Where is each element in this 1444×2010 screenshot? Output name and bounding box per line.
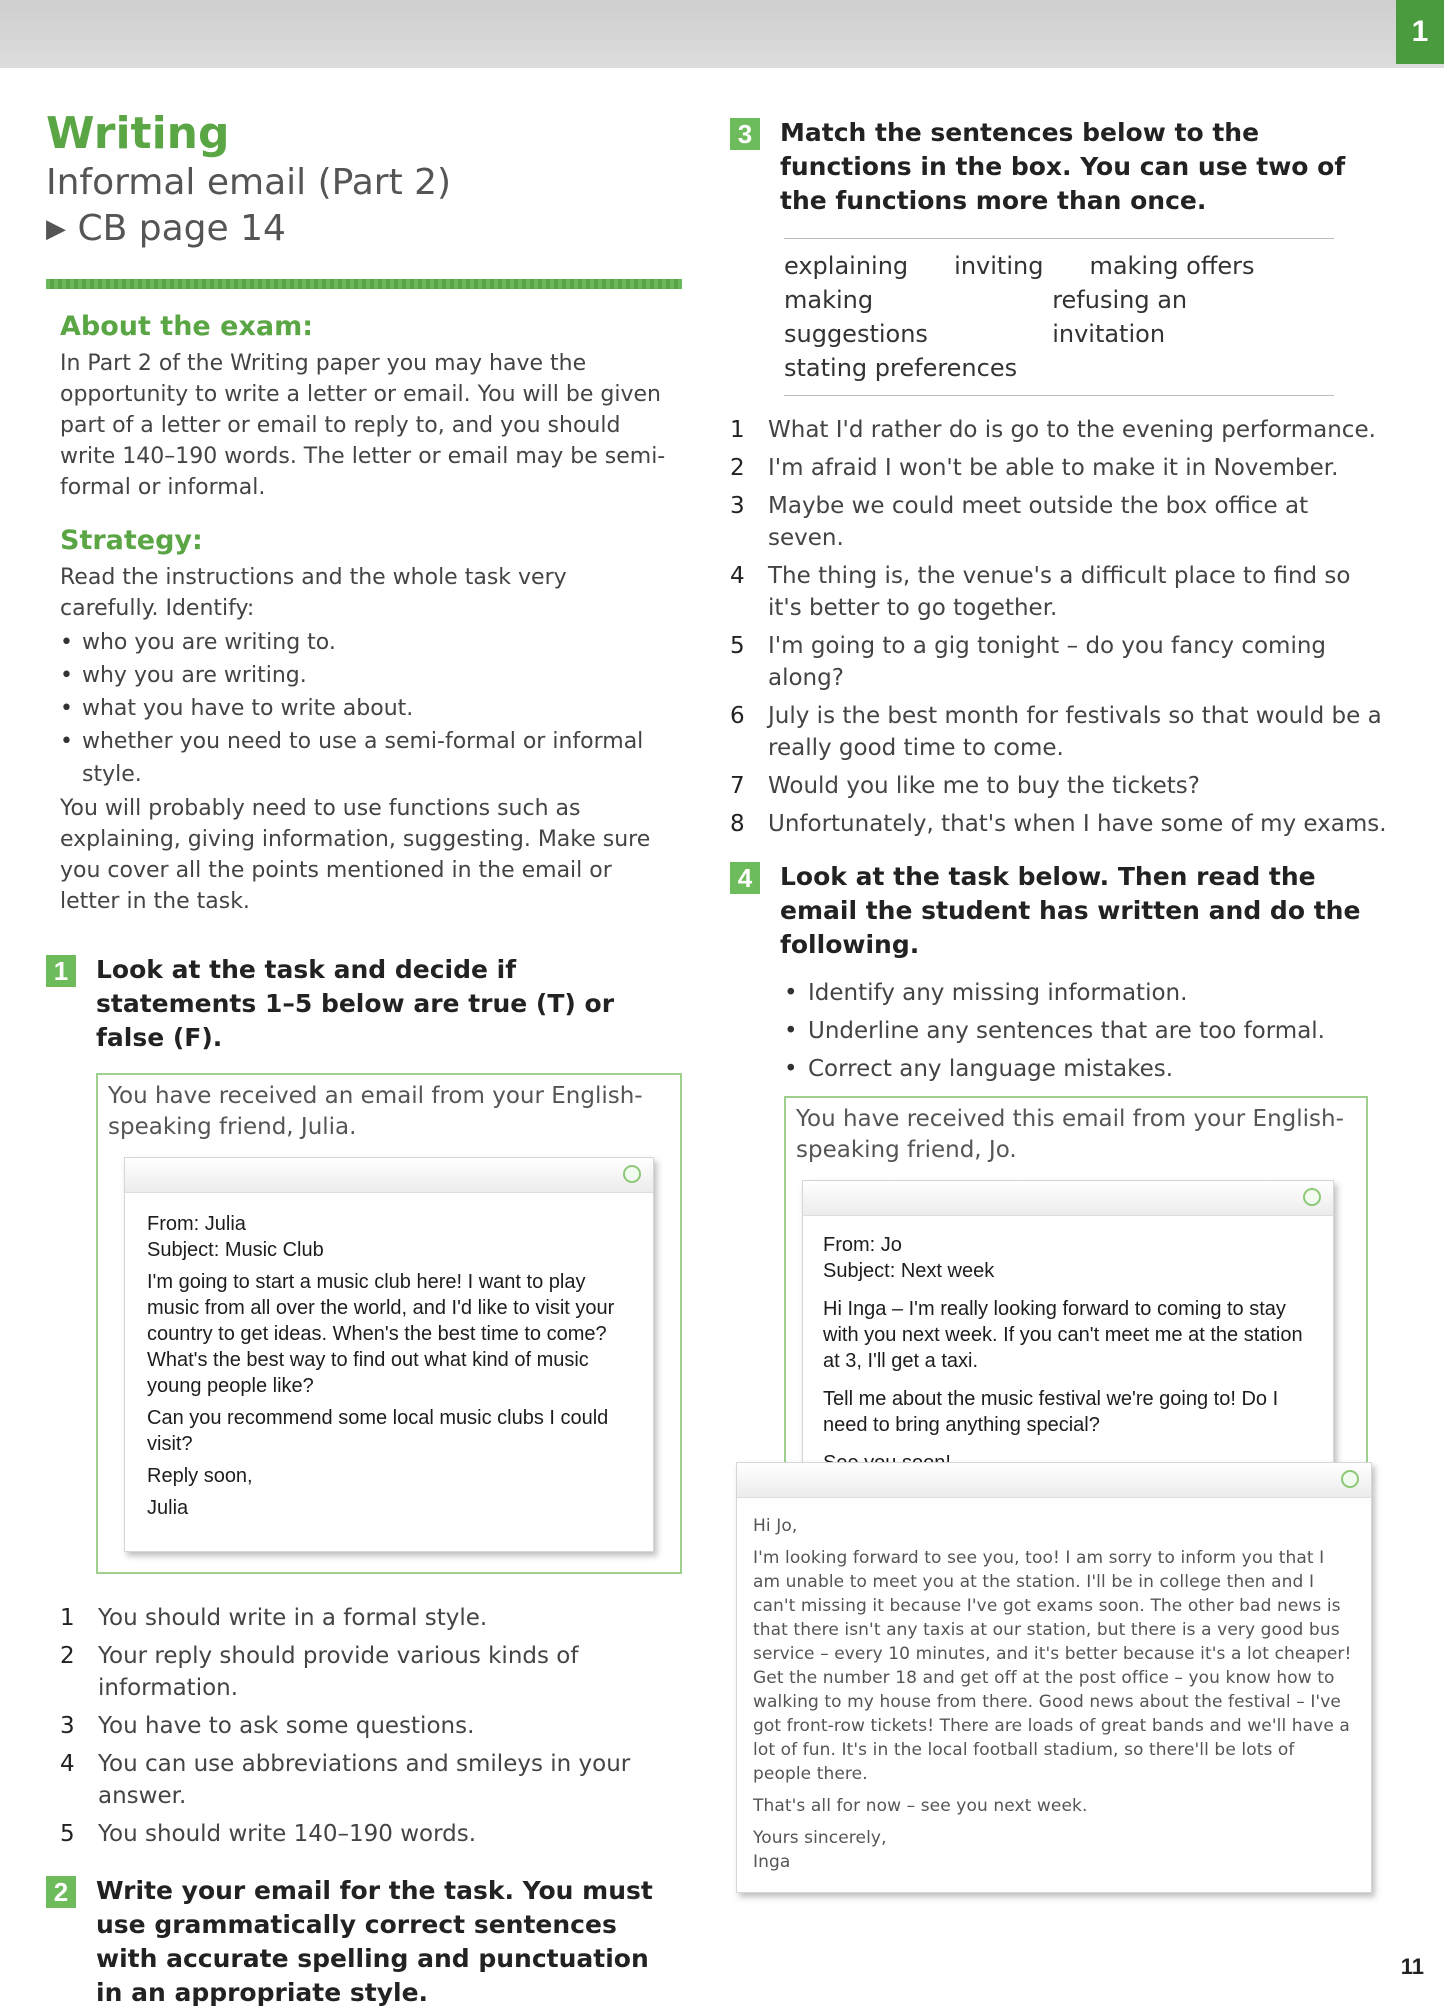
- list-item: 1 You should write in a formal style.: [60, 1605, 488, 1631]
- task-3-sentences: [730, 414, 1390, 840]
- email-window: [124, 1157, 654, 1552]
- cb-page-label: CB page 14: [77, 208, 286, 249]
- student-reply-email: [736, 1462, 1372, 1893]
- task-number-badge: 4: [730, 862, 760, 894]
- window-dot-icon: [1303, 1188, 1321, 1206]
- task-1-prompt-box: [96, 1073, 682, 1574]
- unit-tab: 1: [1396, 0, 1444, 64]
- function-label: refusing an invitation: [1052, 286, 1188, 348]
- function-label: explaining: [784, 252, 909, 280]
- list-item: • whether you need to use a semi-formal or informal style.: [60, 725, 668, 791]
- email-signoff: Reply soon,: [147, 1465, 253, 1487]
- reply-name: Inga: [753, 1852, 791, 1872]
- list-item: • who you are writing to.: [60, 626, 668, 659]
- task-4-intro: You have received this email from your English-speaking friend, Jo.: [796, 1106, 1344, 1163]
- list-item: • Correct any language mistakes.: [784, 1050, 1390, 1088]
- play-arrow-icon: ▶: [46, 214, 66, 244]
- list-item: 2 Your reply should provide various kinds of information.: [60, 1643, 579, 1701]
- window-dot-icon: [623, 1165, 641, 1183]
- email-from: From: Julia: [147, 1213, 246, 1235]
- task-1-statements: [60, 1602, 682, 1850]
- left-column: [46, 100, 682, 2010]
- email-name: Julia: [147, 1497, 189, 1519]
- email-subject: Subject: Next week: [823, 1260, 995, 1282]
- list-item: • Underline any sentences that are too formal.: [784, 1012, 1390, 1050]
- function-label: stating preferences: [784, 354, 1018, 382]
- green-divider: [46, 279, 682, 289]
- task-4-title: Look at the task below. Then read the email the student has written and do the following.: [780, 862, 1361, 959]
- task-1-title: Look at the task and decide if statements 1–5 below are true (T) or false (F).: [96, 955, 615, 1052]
- function-label: making suggestions: [784, 286, 928, 348]
- cb-page-reference: [46, 207, 682, 251]
- list-item: • Identify any missing information.: [784, 974, 1390, 1012]
- list-item: 4 You can use abbreviations and smileys in your answer.: [60, 1751, 631, 1809]
- reply-closing: That's all for now – see you next week.: [753, 1796, 1088, 1816]
- task-4: [730, 860, 1390, 962]
- reply-body: [737, 1498, 1371, 1892]
- strategy-list: [60, 626, 668, 791]
- list-item: 3 Maybe we could meet outside the box office at seven.: [730, 493, 1309, 551]
- task-1-intro: You have received an email from your English-speaking friend, Julia.: [108, 1083, 643, 1140]
- task-2-title: Write your email for the task. You must use grammatically correct sentences with accurate spelling and punctuation in an appropriate style.: [96, 1876, 653, 2007]
- top-banner: [0, 0, 1444, 68]
- about-text: In Part 2 of the Writing paper you may have the opportunity to write a letter or email. You will be given part of a letter or email to reply to, and you should write 140–190 words. The letter or email may be semi-formal or informal.: [60, 351, 666, 500]
- email-paragraph: Tell me about the music festival we're going to! Do I need to bring anything special?: [823, 1388, 1279, 1436]
- task-2: [46, 1874, 682, 2010]
- function-label: inviting: [954, 252, 1044, 280]
- page-subtitle: Informal email (Part 2): [46, 162, 452, 203]
- email-paragraph: I'm going to start a music club here! I want to play music from all over the world, and I'd like to visit your country to get ideas. When's the best time to come? What's the best way to find out what kind of music young people like?: [147, 1271, 615, 1397]
- strategy-outro: You will probably need to use functions such as explaining, giving information, suggesting. Make sure you cover all the points mentioned in the email or letter in the task.: [60, 796, 651, 914]
- reply-greeting: Hi Jo,: [753, 1516, 798, 1536]
- email-paragraph: Hi Inga – I'm really looking forward to coming to stay with you next week. If you can't meet me at the station at 3, I'll get a taxi.: [823, 1298, 1303, 1372]
- email-paragraph: Can you recommend some local music clubs I could visit?: [147, 1407, 609, 1455]
- task-number-badge: 2: [46, 1876, 76, 1908]
- list-item: 6 July is the best month for festivals so that would be a really good time to come.: [730, 703, 1382, 761]
- list-item: 4 The thing is, the venue's a difficult place to find so it's better to go together.: [730, 563, 1351, 621]
- right-column: [730, 100, 1390, 1561]
- task-1: [46, 953, 682, 1055]
- page-title: Writing: [46, 108, 230, 159]
- email-titlebar: [737, 1463, 1371, 1498]
- window-dot-icon: [1341, 1470, 1359, 1488]
- strategy-intro: Read the instructions and the whole task very carefully. Identify:: [60, 565, 567, 621]
- reply-paragraph: I'm looking forward to see you, too! I am sorry to inform you that I am unable to meet you at the station. I'll be in college then and I can't missing it because I've got exams soon. The other bad news is that there isn't any taxis at our station, but there is a very good bus service – every 10 minutes, and it's better because it's a lot cheaper! Get the number 18 and get off at the post office – you know how to walking to my house from there. Good news about the festival – I've got front-row tickets! There are loads of great bands and we'll have a lot of fun. It's in the local football stadium, so there'll be lots of people there.: [753, 1548, 1352, 1784]
- email-from: From: Jo: [823, 1234, 902, 1256]
- list-item: • why you are writing.: [60, 659, 668, 692]
- strategy-heading: Strategy:: [60, 525, 203, 556]
- list-item: 2 I'm afraid I won't be able to make it in November.: [730, 455, 1339, 481]
- functions-box: [784, 238, 1334, 396]
- email-titlebar: [125, 1158, 653, 1193]
- email-titlebar: [803, 1181, 1333, 1216]
- task-3-title: Match the sentences below to the functions in the box. You can use two of the functions more than once.: [780, 118, 1346, 215]
- page-number: 11: [1400, 1954, 1424, 1979]
- list-item: 3 You have to ask some questions.: [60, 1713, 475, 1739]
- task-number-badge: 1: [46, 955, 76, 987]
- function-label: making offers: [1089, 252, 1255, 280]
- list-item: • what you have to write about.: [60, 692, 668, 725]
- email-subject: Subject: Music Club: [147, 1239, 324, 1261]
- list-item: 5 You should write 140–190 words.: [60, 1821, 477, 1847]
- list-item: 7 Would you like me to buy the tickets?: [730, 773, 1200, 799]
- task-number-badge: 3: [730, 118, 760, 150]
- task-3: [730, 116, 1390, 218]
- about-section: [46, 311, 682, 917]
- list-item: 8 Unfortunately, that's when I have some of my exams.: [730, 811, 1387, 837]
- email-body: [125, 1193, 653, 1551]
- list-item: 1 What I'd rather do is go to the evening performance.: [730, 417, 1376, 443]
- task-4-list: [784, 974, 1390, 1088]
- about-heading: About the exam:: [60, 311, 314, 342]
- reply-signoff: Yours sincerely,: [753, 1828, 887, 1848]
- list-item: 5 I'm going to a gig tonight – do you fancy coming along?: [730, 633, 1327, 691]
